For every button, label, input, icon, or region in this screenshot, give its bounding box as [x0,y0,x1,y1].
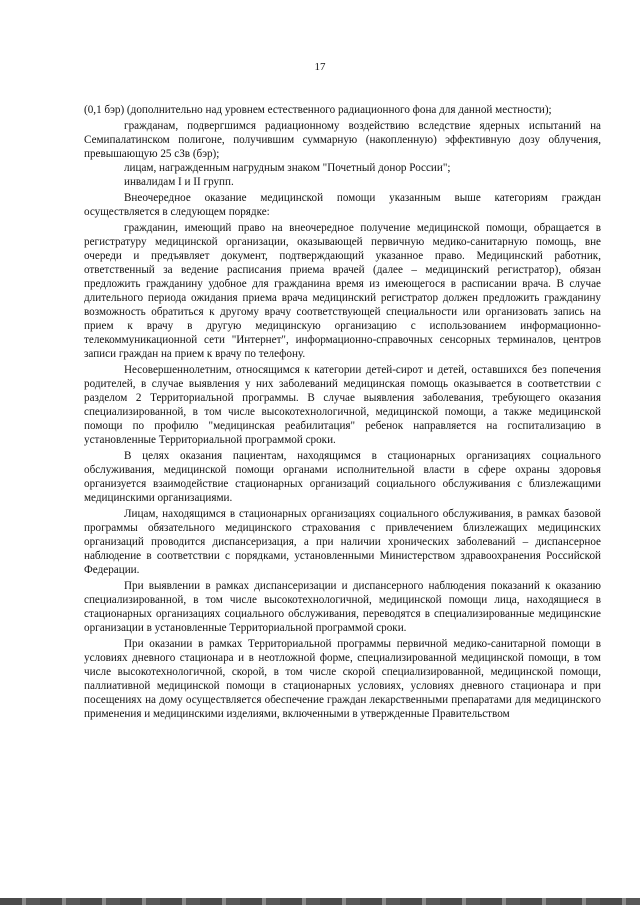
scan-bottom-edge [0,898,640,905]
paragraph-drug-provision: При оказании в рамках Территориальной программы первичной медико-санитарной помощи в условиях дневного стационара и в неотложной форме, специализированной медицинской помощи, в том числе высокотехнологичной, скорой, в том числе скорой специализированной, медицинской помощи, паллиативной медицинской помощи в стационарных условиях, условиях дневного стационара и при посещениях на дому осуществляется обеспечение граждан лекарственными препаратами для медицинского применения и медицинскими изделиями, включенными в утвержденные Правительством [84,638,601,720]
paragraph-priority-care-order: Внеочередное оказание медицинской помощи указанным выше категориям граждан осуществляется в следующем порядке: [84,192,601,218]
paragraph-social-service-interaction: В целях оказания пациентам, находящимся в стационарных организациях социального обслуживания, медицинской помощи органами исполнительной власти в сфере охраны здоровья организуется взаимодействие стационарных организаций социального обслуживания с близлежащими медицинскими организациями. [84,450,601,504]
document-body [84,103,601,721]
paragraph-honored-donor: лицам, награжденным нагрудным знаком "Почетный донор России"; [124,162,451,174]
paragraph-radiation-dose: (0,1 бэр) (дополнительно над уровнем естественного радиационного фона для данной местности); [84,104,552,116]
paragraph-specialized-transfer: При выявлении в рамках диспансеризации и диспансерного наблюдения показаний к оказанию специализированной, в том числе высокотехнологичной, медицинской помощи лица, находящиеся в стационарных организациях социального обслуживания, переводятся в специализированные медицинские организации в установленные Территориальной программой сроки. [84,580,601,634]
paragraph-orphans-care: Несовершеннолетним, относящимся к категории детей-сирот и детей, оставшихся без попечения родителей, в случае выявления у них заболеваний медицинская помощь оказывается в соответствии с разделом 2 Территориальной программы. В случае выявления заболевания, требующего оказания специализированной, в том числе высокотехнологичной, медицинской помощи, а также медицинской помощи по профилю "медицинская реабилитация" ребенок направляется на госпитализацию в установленные Территориальной программой сроки. [84,364,601,446]
paragraph-registration-procedure: гражданин, имеющий право на внеочередное получение медицинской помощи, обращается в регистратуру медицинской организации, оказывающей первичную медико-санитарную помощь, вне очереди и предъявляет документ, подтверждающий указанное право. Медицинский работник, ответственный за ведение расписания приема врачей (далее – медицинский регистратор), обязан предложить гражданину удобное для гражданина время из имеющегося в расписании врача. В случае длительного периода ожидания приема врача медицинский регистратор должен предложить гражданину возможность обратиться к другому врачу соответствующей специальности или организовать запись на прием к врачу в другую медицинскую организацию с использованием информационно-телекоммуникационной сети "Интернет", информационно-справочных сенсорных терминалов, центров записи граждан на прием к врачу по телефону. [84,222,601,360]
paragraph-disability-groups: инвалидам I и II групп. [124,176,234,188]
paragraph-dispensary-examination: Лицам, находящимся в стационарных организациях социального обслуживания, в рамках базовой программы обязательного медицинского страхования с привлечением близлежащих медицинских организаций проводится диспансеризация, а при наличии хронических заболеваний – диспансерное наблюдение в соответствии с порядками, установленными Министерством здравоохранения Российской Федерации. [84,508,601,576]
page-number: 17 [314,61,326,73]
paragraph-semipalatinsk: гражданам, подвергшимся радиационному воздействию вследствие ядерных испытаний на Семипалатинском полигоне, получившим суммарную (накопленную) эффективную дозу облучения, превышающую 25 сЗв (бэр); [84,120,601,160]
